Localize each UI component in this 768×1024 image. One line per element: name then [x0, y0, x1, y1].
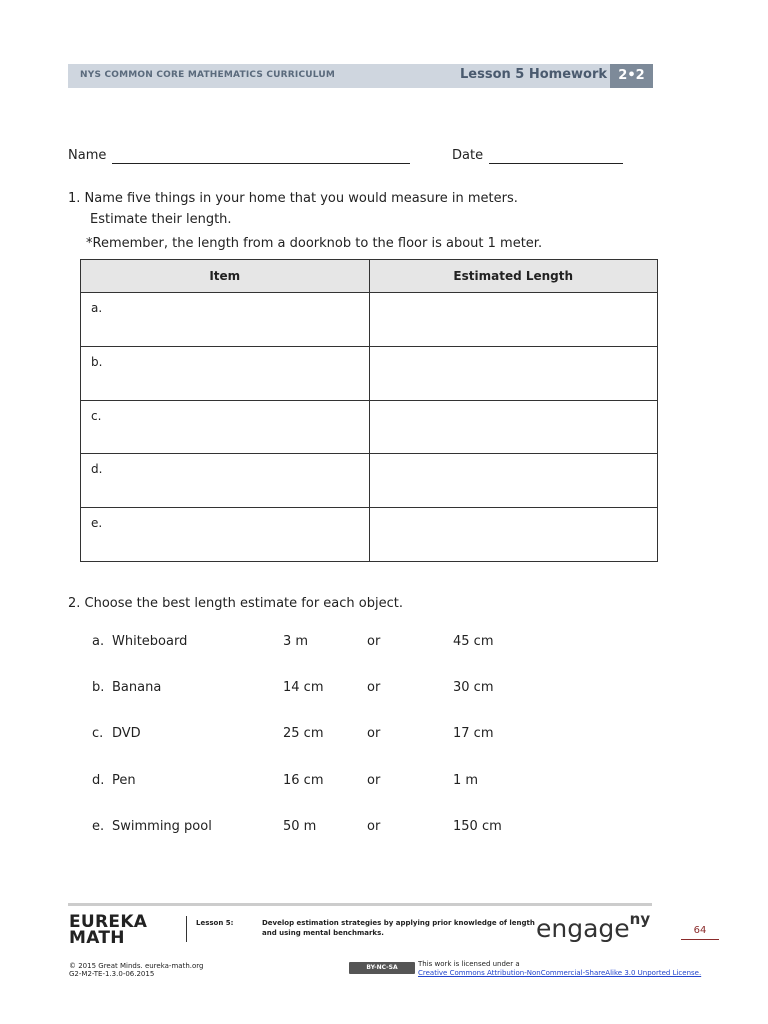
- q2-prompt: 2. Choose the best length estimate for each object.: [68, 596, 403, 611]
- table-header-row: [81, 260, 658, 293]
- choice-option-2[interactable]: 30 cm: [453, 680, 494, 695]
- footer-lesson-desc-1: Develop estimation strategies by applying prior knowledge of length: [262, 919, 535, 927]
- choice-option-2[interactable]: 17 cm: [453, 726, 494, 741]
- choice-or: or: [367, 773, 381, 788]
- length-cell[interactable]: [369, 454, 658, 508]
- choice-option-1[interactable]: 50 m: [283, 819, 317, 834]
- choice-or: or: [367, 680, 381, 695]
- table-row: [81, 454, 658, 508]
- eureka-math-logo: [69, 914, 147, 946]
- item-cell[interactable]: b.: [81, 346, 370, 400]
- engage-ny-text: ny: [629, 910, 651, 928]
- choice-option-1[interactable]: 3 m: [283, 634, 309, 649]
- logo-line-2: MATH: [69, 928, 125, 948]
- license-link[interactable]: Creative Commons Attribution-NonCommercial-ShareAlike 3.0 Unported License.: [418, 969, 702, 977]
- document-code: G2-M2-TE-1.3.0-06.2015: [69, 970, 155, 978]
- table-row: [81, 293, 658, 347]
- name-label: Name: [68, 148, 107, 163]
- q1-line2: Estimate their length.: [90, 212, 232, 227]
- choice-object: Pen: [112, 773, 136, 788]
- footer-lesson-label: Lesson 5:: [196, 919, 234, 927]
- page-number: 64: [681, 925, 719, 940]
- estimate-table: [80, 259, 658, 562]
- length-cell[interactable]: [369, 293, 658, 347]
- length-cell[interactable]: [369, 400, 658, 454]
- choice-option-1[interactable]: 16 cm: [283, 773, 324, 788]
- table-row: [81, 346, 658, 400]
- choice-letter: c.: [92, 726, 104, 741]
- choice-or: or: [367, 726, 381, 741]
- choice-option-2[interactable]: 1 m: [453, 773, 479, 788]
- choice-object: Swimming pool: [112, 819, 212, 834]
- choice-option-1[interactable]: 25 cm: [283, 726, 324, 741]
- license-text: This work is licensed under a: [418, 960, 520, 968]
- choice-object: Banana: [112, 680, 162, 695]
- date-field[interactable]: [489, 163, 623, 164]
- choice-or: or: [367, 634, 381, 649]
- lesson-title: Lesson 5 Homework: [460, 67, 608, 82]
- table-row: [81, 508, 658, 562]
- q1-note: *Remember, the length from a doorknob to the floor is about 1 meter.: [86, 236, 543, 251]
- date-label: Date: [452, 148, 484, 163]
- choice-object: DVD: [112, 726, 141, 741]
- choice-option-1[interactable]: 14 cm: [283, 680, 324, 695]
- choice-option-2[interactable]: 45 cm: [453, 634, 494, 649]
- q1-line1: 1. Name five things in your home that you would measure in meters.: [68, 191, 518, 206]
- col-header-estimated-length: Estimated Length: [369, 260, 658, 293]
- copyright: © 2015 Great Minds. eureka-math.org: [69, 962, 204, 970]
- item-cell[interactable]: a.: [81, 293, 370, 347]
- choice-letter: e.: [92, 819, 105, 834]
- length-cell[interactable]: [369, 508, 658, 562]
- item-cell[interactable]: c.: [81, 400, 370, 454]
- choice-or: or: [367, 819, 381, 834]
- footer-vertical-divider: [186, 916, 187, 942]
- grade-badge: 2•2: [610, 64, 653, 88]
- name-field[interactable]: [112, 163, 410, 164]
- footer-lesson-desc-2: and using mental benchmarks.: [262, 929, 384, 937]
- length-cell[interactable]: [369, 346, 658, 400]
- col-header-item: Item: [81, 260, 370, 293]
- logo-line-1: EUREKA: [69, 912, 148, 932]
- table-row: [81, 400, 658, 454]
- engageny-logo: [536, 910, 651, 943]
- item-cell[interactable]: d.: [81, 454, 370, 508]
- choice-letter: d.: [92, 773, 105, 788]
- footer-divider: [68, 903, 652, 906]
- choice-object: Whiteboard: [112, 634, 188, 649]
- choice-letter: a.: [92, 634, 105, 649]
- choice-option-2[interactable]: 150 cm: [453, 819, 502, 834]
- item-cell[interactable]: e.: [81, 508, 370, 562]
- engage-text: engage: [536, 914, 630, 943]
- curriculum-title: NYS COMMON CORE MATHEMATICS CURRICULUM: [80, 70, 336, 80]
- cc-license-badge: BY-NC-SA: [349, 962, 415, 974]
- choice-letter: b.: [92, 680, 105, 695]
